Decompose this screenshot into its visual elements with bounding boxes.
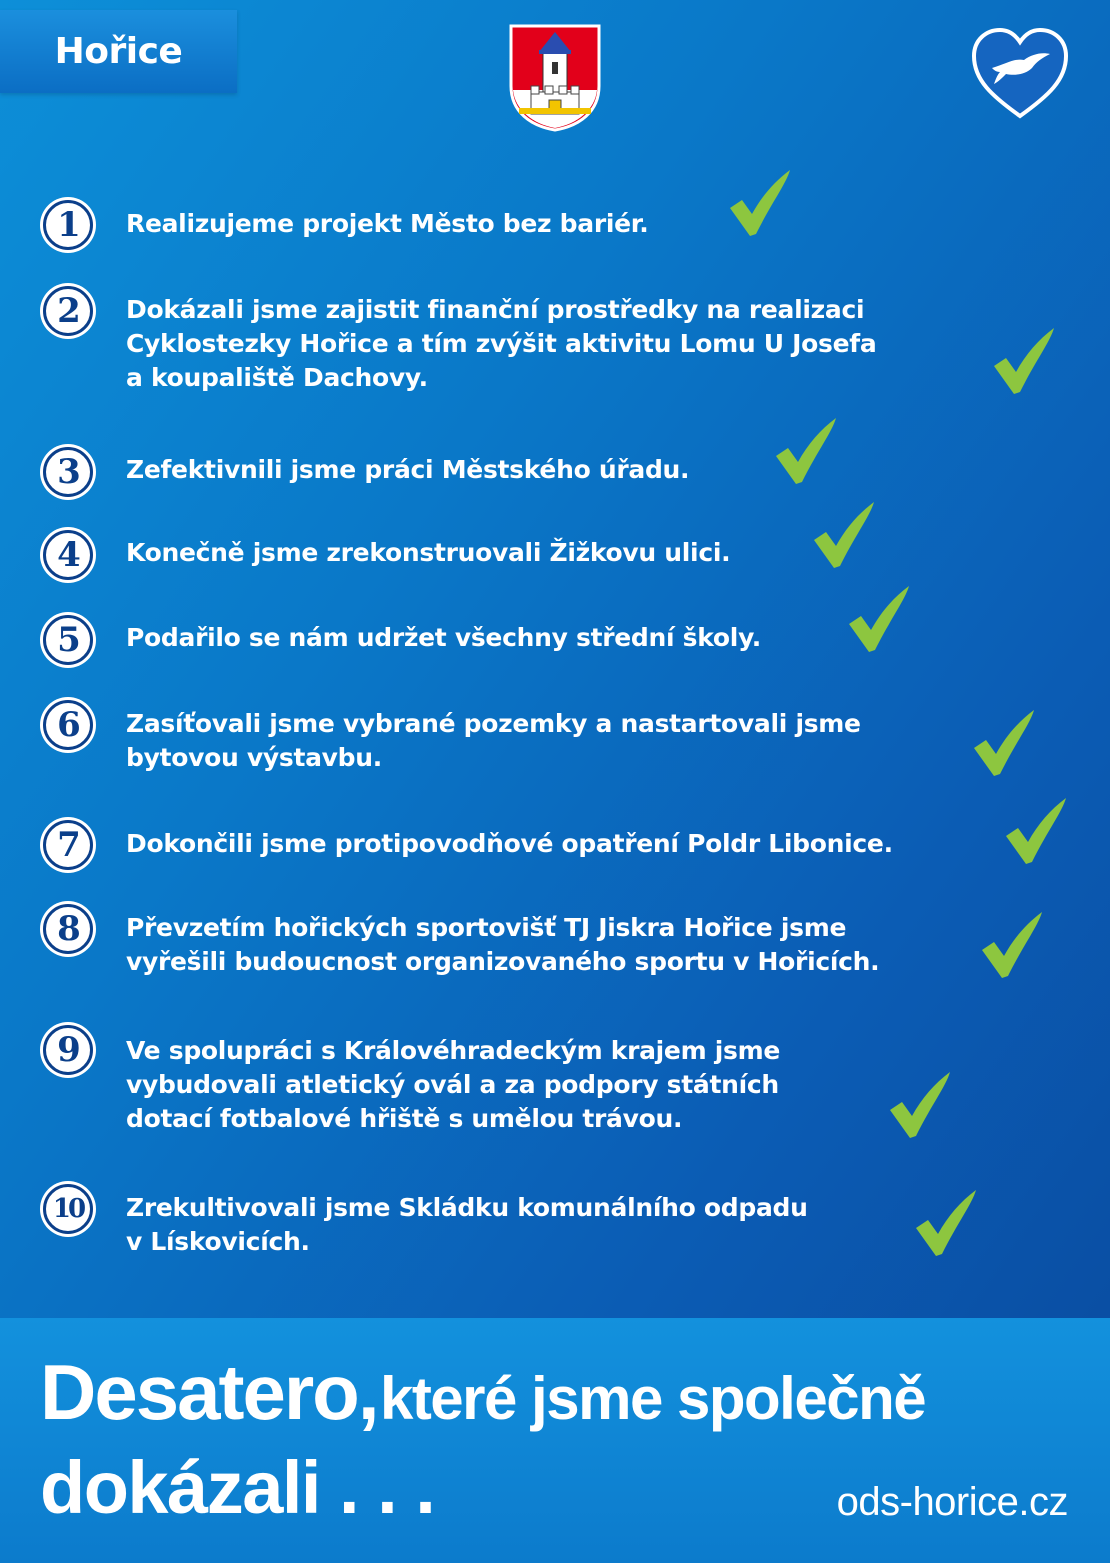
number-badge: 3: [40, 444, 96, 500]
item-text: Ve spolupráci s Královéhradeckým krajem jsme vybudovali atletický ovál a za podpory státních dotací fotbalové hřiště s umělou trávou.: [126, 1036, 781, 1133]
item-text: Zrekultivovali jsme Skládku komunálního odpadu v Lískovicích.: [126, 1193, 808, 1256]
checkmark-icon: [884, 1070, 956, 1142]
item-text: Dokončili jsme protipovodňové opatření Poldr Libonice.: [126, 829, 893, 858]
item-text: Dokázali jsme zajistit finanční prostředky na realizaci Cyklostezky Hořice a tím zvýšit aktivitu Lomu U Josefa a koupaliště Dachovy.: [126, 295, 877, 392]
checkmark-icon: [910, 1188, 982, 1260]
number-badge: 5: [40, 612, 96, 668]
checkmark-icon: [1000, 796, 1072, 868]
item-text: Převzetím hořických sportovišť TJ Jiskra Hořice jsme vyřešili budoucnost organizovaného sportu v Hořicích.: [126, 913, 880, 976]
item-text: Realizujeme projekt Město bez bariér.: [126, 209, 649, 238]
banner-title-line2: dokázali . . .: [40, 1446, 435, 1529]
number-badge: 9: [40, 1022, 96, 1078]
number-badge: 7: [40, 817, 96, 873]
checkmark-icon: [808, 500, 880, 572]
title-word: Desatero,: [40, 1348, 378, 1436]
title-rest: které jsme společně: [379, 1365, 926, 1432]
checkmark-icon: [988, 326, 1060, 398]
checkmark-icon: [968, 708, 1040, 780]
checkmark-icon: [976, 910, 1048, 982]
number-badge: 1: [40, 197, 96, 253]
item-text: Zefektivnili jsme práci Městského úřadu.: [126, 455, 690, 484]
website-link[interactable]: ods-horice.cz: [836, 1480, 1068, 1524]
item-text: Zasíťovali jsme vybrané pozemky a nastartovali jsme bytovou výstavbu.: [126, 709, 861, 772]
number-badge: 8: [40, 901, 96, 957]
number-badge: 10: [40, 1181, 96, 1237]
checkmark-icon: [843, 584, 915, 656]
item-text: Podařilo se nám udržet všechny střední školy.: [126, 623, 761, 652]
number-badge: 2: [40, 283, 96, 339]
number-badge: 6: [40, 697, 96, 753]
checkmark-icon: [724, 168, 796, 240]
town-name: Hořice: [54, 31, 183, 72]
item-text: Konečně jsme zrekonstruovali Žižkovu ulici.: [126, 538, 731, 567]
number-badge: 4: [40, 527, 96, 583]
checkmark-icon: [770, 416, 842, 488]
banner-title-line1: [40, 1347, 925, 1438]
